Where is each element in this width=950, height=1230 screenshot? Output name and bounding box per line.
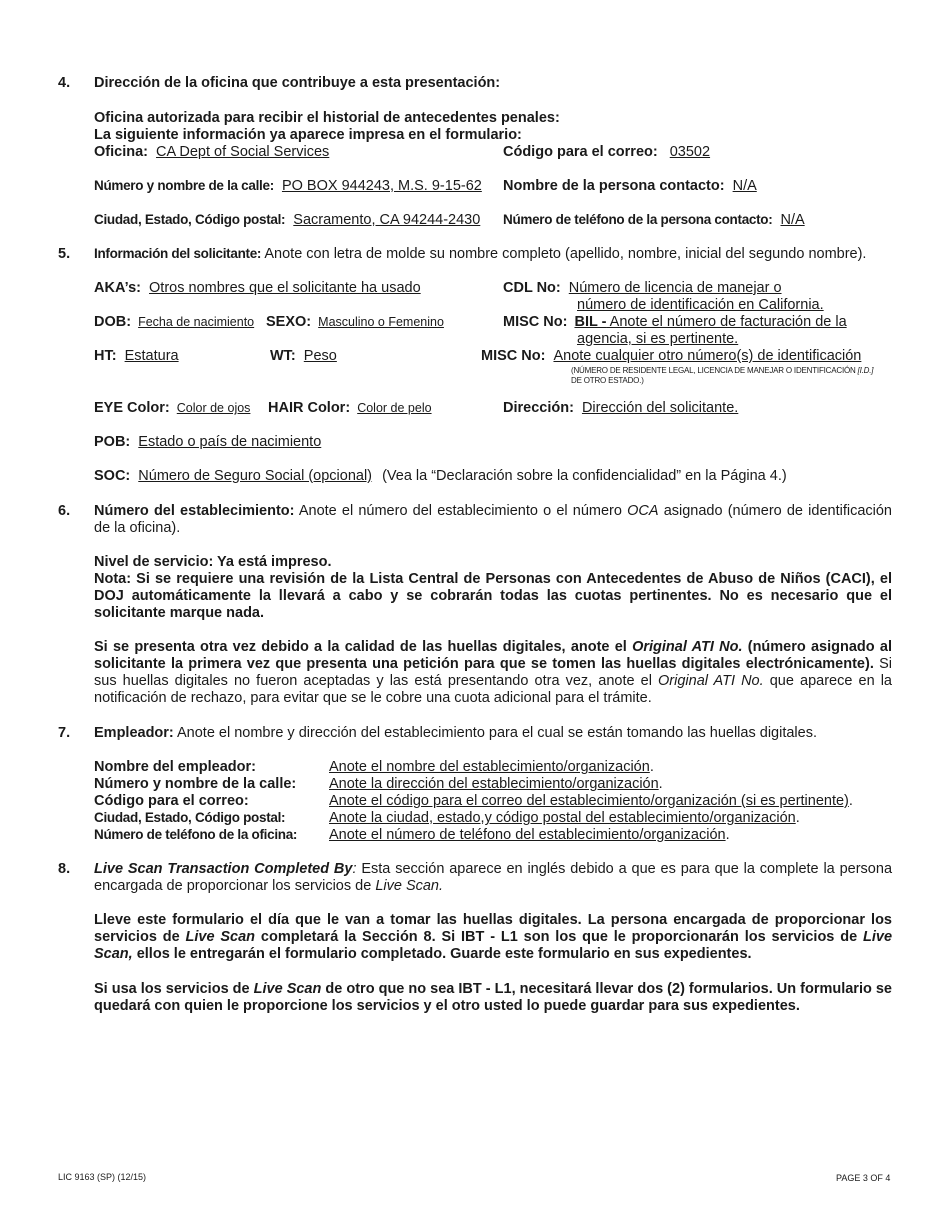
city-label: Ciudad, Estado, Código postal:: [94, 212, 286, 227]
section-8-paragraph-1: [94, 912, 892, 963]
p2-text-a: Si usa los servicios de: [94, 981, 254, 997]
employer-name-label: Nombre del empleador:: [94, 759, 256, 775]
section-6-number: 6.: [58, 503, 71, 519]
p1-live-scan-2: Live Scan,: [94, 929, 893, 962]
cdl-value-line1: Número de licencia de manejar o: [568, 280, 782, 296]
p1-live-scan: Live Scan: [185, 929, 256, 945]
employer-phone-label: Número de teléfono de la oficina:: [94, 827, 298, 842]
pob-label: POB:: [94, 434, 131, 450]
employer-mail-code-label: Código para el correo:: [94, 793, 249, 809]
sex-value: Masculino o Femenino: [318, 315, 444, 329]
misc-bil-value-line1: Anote el número de facturación de la: [606, 314, 847, 330]
mail-code-field: [503, 144, 710, 160]
employer-row: [94, 827, 297, 843]
resub-text-c: Si sus huellas digitales no fueron aceptadas y las está presentando otra vez, anote el: [94, 656, 893, 689]
employer-mail-code-tail: .: [848, 793, 853, 809]
street-field: [94, 178, 482, 194]
section-8-colon: :: [352, 861, 357, 877]
office-value: CA Dept of Social Services: [156, 144, 330, 160]
employer-street-tail: .: [658, 776, 663, 792]
cdl-value-line2: número de identificación en California.: [577, 297, 824, 313]
employer-phone-value-wrap: [329, 827, 730, 843]
mail-code-value: 03502: [669, 144, 711, 160]
preprinted-info-line: La siguiente información ya aparece impresa en el formulario:: [94, 127, 522, 143]
employer-phone-value: Anote el número de teléfono del establecimiento/organización: [329, 827, 726, 843]
section-5-intro: [94, 246, 866, 262]
section-4-number: 4.: [58, 75, 71, 91]
resubmission-paragraph: [94, 639, 892, 707]
eye-value: Color de ojos: [176, 401, 251, 415]
section-7-text: Anote el nombre y dirección del establecimiento para el cual se están tomando las huellas digitales.: [173, 725, 817, 741]
eye-label: EYE Color:: [94, 400, 170, 416]
employer-name-value: Anote el nombre del establecimiento/organización: [329, 759, 650, 775]
section-6-intro: [94, 503, 892, 537]
aka-field: [94, 280, 421, 296]
section-8-text: Esta sección aparece en inglés debido a que es para que la complete la persona encargada de proporcionar los servicios de: [94, 861, 893, 894]
p1-text-a: Lleve este formulario el día que le van a tomar las huellas digitales. La persona encargada de proporcionar los servicios de: [94, 912, 892, 945]
employer-mail-code-value: Anote el código para el correo del establecimiento/organización (si es pertinente): [329, 793, 849, 809]
misc-other-note-line1: [571, 366, 873, 376]
employer-name-tail: .: [649, 759, 654, 775]
section-6-heading: Número del establecimiento:: [94, 503, 295, 519]
cdl-field: [503, 280, 782, 296]
employer-row: [94, 776, 296, 792]
p1-text-c: ellos le entregarán el formulario completado. Guarde este formulario en sus expedientes.: [132, 946, 752, 962]
hair-value: Color de pelo: [357, 401, 432, 415]
misc-other-value: Anote cualquier otro número(s) de identificación: [553, 348, 862, 364]
ht-field: [94, 348, 179, 364]
employer-row: [94, 759, 256, 775]
street-value: PO BOX 944243, M.S. 9-15-62: [281, 178, 482, 194]
office-label: Oficina:: [94, 144, 148, 160]
p2-live-scan: Live Scan: [253, 981, 322, 997]
office-field: [94, 144, 329, 160]
misc-other-note-line2: DE OTRO ESTADO.): [571, 376, 644, 385]
misc-other-note-id: [I.D.]: [857, 366, 874, 375]
employer-street-label: Número y nombre de la calle:: [94, 776, 297, 792]
dob-value: Fecha de nacimiento: [138, 315, 255, 329]
resub-text-d: que aparece en la notificación de rechazo, para evitar que se le cobre una cuota adicional para el trámite.: [94, 673, 892, 706]
resub-original-ati: Original ATI No.: [632, 639, 743, 655]
contact-phone-field: [503, 212, 805, 228]
ht-label: HT:: [94, 348, 117, 364]
address-value: Dirección del solicitante.: [581, 400, 739, 416]
contact-name-field: [503, 178, 757, 194]
p1-text-b: completará la Sección 8. Si IBT - L1 son los que le proporcionarán los servicios de: [255, 929, 863, 945]
contact-name-value: N/A: [732, 178, 757, 194]
soc-field: [94, 468, 787, 484]
wt-field: [270, 348, 337, 364]
resub-text-a: Si se presenta otra vez debido a la calidad de las huellas digitales, anote el: [94, 639, 633, 655]
city-value: Sacramento, CA 94244-2430: [293, 212, 481, 228]
mail-code-label: Código para el correo:: [503, 144, 658, 160]
section-5-number: 5.: [58, 246, 71, 262]
misc-other-note-text: (NÚMERO DE RESIDENTE LEGAL, LICENCIA DE MANEJAR O IDENTIFICACIÓN: [571, 366, 858, 375]
service-level-line: Nivel de servicio: Ya está impreso.: [94, 554, 332, 570]
employer-city-value-wrap: [329, 810, 800, 826]
employer-street-value-wrap: [329, 776, 663, 792]
section-5-heading: Información del solicitante:: [94, 246, 262, 261]
section-8-number: 8.: [58, 861, 71, 877]
wt-value: Peso: [303, 348, 337, 364]
dob-label: DOB:: [94, 314, 132, 330]
dob-field: [94, 314, 254, 330]
resub-text-b: (número asignado al solicitante la primera vez que presenta una petición para que se tomen las huellas digitales electrónicamente).: [94, 639, 892, 672]
employer-street-value: Anote la dirección del establecimiento/organización: [329, 776, 659, 792]
section-8-intro: [94, 861, 892, 895]
misc-bil-field: [503, 314, 847, 330]
caci-note: Nota: Si se requiere una revisión de la Lista Central de Personas con Antecedentes de Abuso de Niños (CACI), el DOJ automáticamente la llevará a cabo y se cobrarán todas las cuotas pertinentes. No es necesario que el solicitante marque nada.: [94, 571, 892, 621]
hair-field: [268, 400, 432, 416]
section-6-text-b: asignado (número de identificación de la oficina).: [94, 503, 892, 536]
pob-field: [94, 434, 321, 450]
misc-other-label: MISC No:: [481, 348, 546, 364]
sex-label: SEXO:: [266, 314, 312, 330]
authorized-office-line: Oficina autorizada para recibir el historial de antecedentes penales:: [94, 110, 560, 126]
section-7-number: 7.: [58, 725, 71, 741]
aka-label: AKA’s:: [94, 280, 141, 296]
aka-value: Otros nombres que el solicitante ha usado: [149, 280, 421, 296]
employer-city-label: Ciudad, Estado, Código postal:: [94, 810, 286, 825]
eye-field: [94, 400, 250, 416]
employer-name-value-wrap: [329, 759, 654, 775]
soc-label: SOC:: [94, 468, 131, 484]
sex-field: [266, 314, 444, 330]
form-id: LIC 9163 (SP) (12/15): [58, 1172, 147, 1182]
section-7-intro: [94, 725, 817, 741]
section-7-heading: Empleador:: [94, 725, 174, 741]
section-4-heading: Dirección de la oficina que contribuye a esta presentación:: [94, 75, 501, 91]
section-6-text-a: Anote el número del establecimiento o el número: [294, 503, 628, 519]
employer-mail-code-value-wrap: [329, 793, 853, 809]
pob-value: Estado o país de nacimiento: [138, 434, 322, 450]
section-6-oca: OCA: [627, 503, 659, 519]
section-8-paragraph-2: [94, 981, 892, 1015]
soc-note: (Vea la “Declaración sobre la confidencialidad” en la Página 4.): [382, 468, 787, 484]
misc-bil-value-line2: agencia, si es pertinente.: [577, 331, 739, 347]
cdl-label: CDL No:: [503, 280, 561, 296]
soc-value: Número de Seguro Social (opcional): [138, 468, 373, 484]
employer-row: [94, 793, 249, 809]
section-8-live-scan: Live Scan.: [375, 878, 444, 894]
employer-row: [94, 810, 285, 826]
employer-city-value: Anote la ciudad, estado,y código postal del establecimiento/organización: [329, 810, 796, 826]
contact-phone-value: N/A: [780, 212, 805, 228]
hair-label: HAIR Color:: [268, 400, 351, 416]
city-field: [94, 212, 480, 228]
resub-original-ati-2: Original ATI No.: [658, 673, 764, 689]
ht-value: Estatura: [124, 348, 179, 364]
address-field: [503, 400, 738, 416]
wt-label: WT:: [270, 348, 296, 364]
address-label: Dirección:: [503, 400, 574, 416]
street-label: Número y nombre de la calle:: [94, 178, 274, 193]
employer-phone-tail: .: [725, 827, 730, 843]
misc-bil-label: MISC No:: [503, 314, 568, 330]
section-5-text: Anote con letra de molde su nombre completo (apellido, nombre, inicial del segundo nombre).: [264, 246, 867, 262]
page-number: PAGE 3 OF 4: [836, 1173, 891, 1183]
section-8-heading: Live Scan Transaction Completed By: [94, 861, 353, 877]
misc-bil-code: BIL -: [574, 314, 607, 330]
contact-name-label: Nombre de la persona contacto:: [503, 178, 725, 194]
contact-phone-label: Número de teléfono de la persona contacto:: [503, 212, 773, 227]
employer-city-tail: .: [795, 810, 800, 826]
misc-other-field: [481, 348, 861, 364]
p2-text-b: de otro que no sea IBT - L1, necesitará llevar dos (2) formularios. Un formulario se quedará con quien le proporcione los servicios y el otro usted lo puede guardar para sus expedientes.: [94, 981, 893, 1014]
